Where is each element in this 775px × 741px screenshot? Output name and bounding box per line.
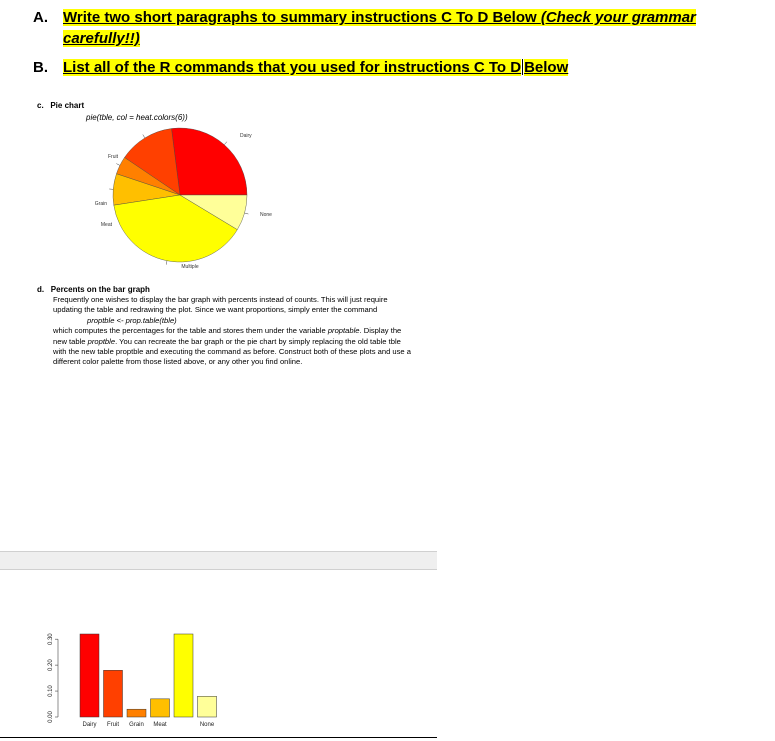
pie-leader-grain — [116, 164, 120, 166]
instruction-a-continued — [63, 29, 140, 48]
section-d-paragraph-1: Frequently one wishes to display the bar graph with percents instead of counts. This will just require updating the table and redrawing the plot. Since we want proportions, simply enter the command — [53, 295, 388, 315]
bar-multiple — [174, 634, 193, 717]
instruction-b-letter: B. — [33, 59, 48, 76]
section-c-label: c. — [37, 101, 44, 110]
p2-part-c: . You can recreate the bar graph or the pie chart by simply replacing the old table tble with the new table proptble and executing the command as before. Construct both of these plots and use a different color palette from those listed above, or any other you find online. — [53, 336, 411, 367]
p2-part-a: which computes the percentages for the table and stores them under the variable — [53, 326, 328, 336]
section-d-body — [53, 295, 413, 368]
pie-label-none: None — [260, 212, 272, 218]
pie-leader-dairy — [224, 142, 227, 145]
bar-dairy — [80, 634, 99, 717]
plot-window-bottom-border — [0, 737, 437, 738]
bar-x-label-dairy: Dairy — [82, 722, 97, 728]
section-d — [37, 285, 417, 368]
bar-none — [198, 696, 217, 717]
bar-y-tick-label: 0.20 — [48, 659, 54, 671]
pie-chart — [60, 125, 290, 275]
bar-chart — [40, 620, 260, 735]
bar-x-label-fruit: Fruit — [107, 722, 119, 728]
bar-x-label-none: None — [199, 722, 215, 728]
instruction-a — [33, 8, 696, 27]
section-d-label: d. — [37, 285, 45, 294]
section-c-heading — [37, 101, 84, 110]
pie-label-fruit: Fruit — [108, 154, 118, 160]
pie-label-multiple: Multiple — [181, 264, 199, 270]
text-cursor — [522, 59, 523, 75]
bar-fruit — [104, 670, 123, 717]
section-c-code: pie(tble, col = heat.colors(6)) — [86, 113, 188, 122]
instruction-b — [33, 58, 568, 77]
bar-y-tick-label: 0.10 — [48, 685, 54, 697]
instruction-a-letter: A. — [33, 9, 48, 26]
section-d-title: Percents on the bar graph — [50, 285, 150, 294]
bar-meat — [151, 699, 170, 717]
bar-y-tick-label: 0.30 — [48, 633, 54, 646]
instruction-b-text-end: Below — [524, 59, 569, 76]
bar-x-label-grain: Grain — [129, 722, 144, 728]
bar-y-tick-label: 0.00 — [48, 711, 54, 723]
p2-var-proptble: proptble — [87, 336, 116, 346]
section-c-title: Pie chart — [50, 101, 85, 110]
instruction-a-text: Write two short paragraphs to summary instructions C To D Below — [63, 9, 541, 26]
pie-label-meat: Meat — [100, 222, 112, 228]
instruction-a-cont-text: carefully!!) — [63, 30, 140, 47]
pie-slice-dairy — [171, 128, 247, 195]
bar-x-label-meat: Meat — [153, 722, 167, 728]
pie-leader-none — [245, 213, 249, 214]
section-d-code: proptble <- prop.table(tble) — [87, 315, 177, 325]
plot-window-toolbar — [0, 551, 437, 570]
section-d-paragraph-2 — [53, 326, 413, 368]
pie-leader-fruit — [143, 135, 145, 138]
bar-grain — [127, 709, 146, 717]
instruction-b-text: List all of the R commands that you used for instructions C To D — [63, 59, 522, 76]
pie-leader-multiple — [166, 261, 167, 265]
section-d-heading — [37, 285, 417, 294]
pie-label-dairy: Dairy — [240, 133, 252, 139]
instruction-a-emphasis: (Check your grammar — [540, 9, 696, 26]
pie-label-grain: Grain — [94, 201, 107, 207]
p2-part-b: . Display the new table — [53, 326, 402, 346]
p2-var-proptable: proptable — [327, 326, 360, 336]
